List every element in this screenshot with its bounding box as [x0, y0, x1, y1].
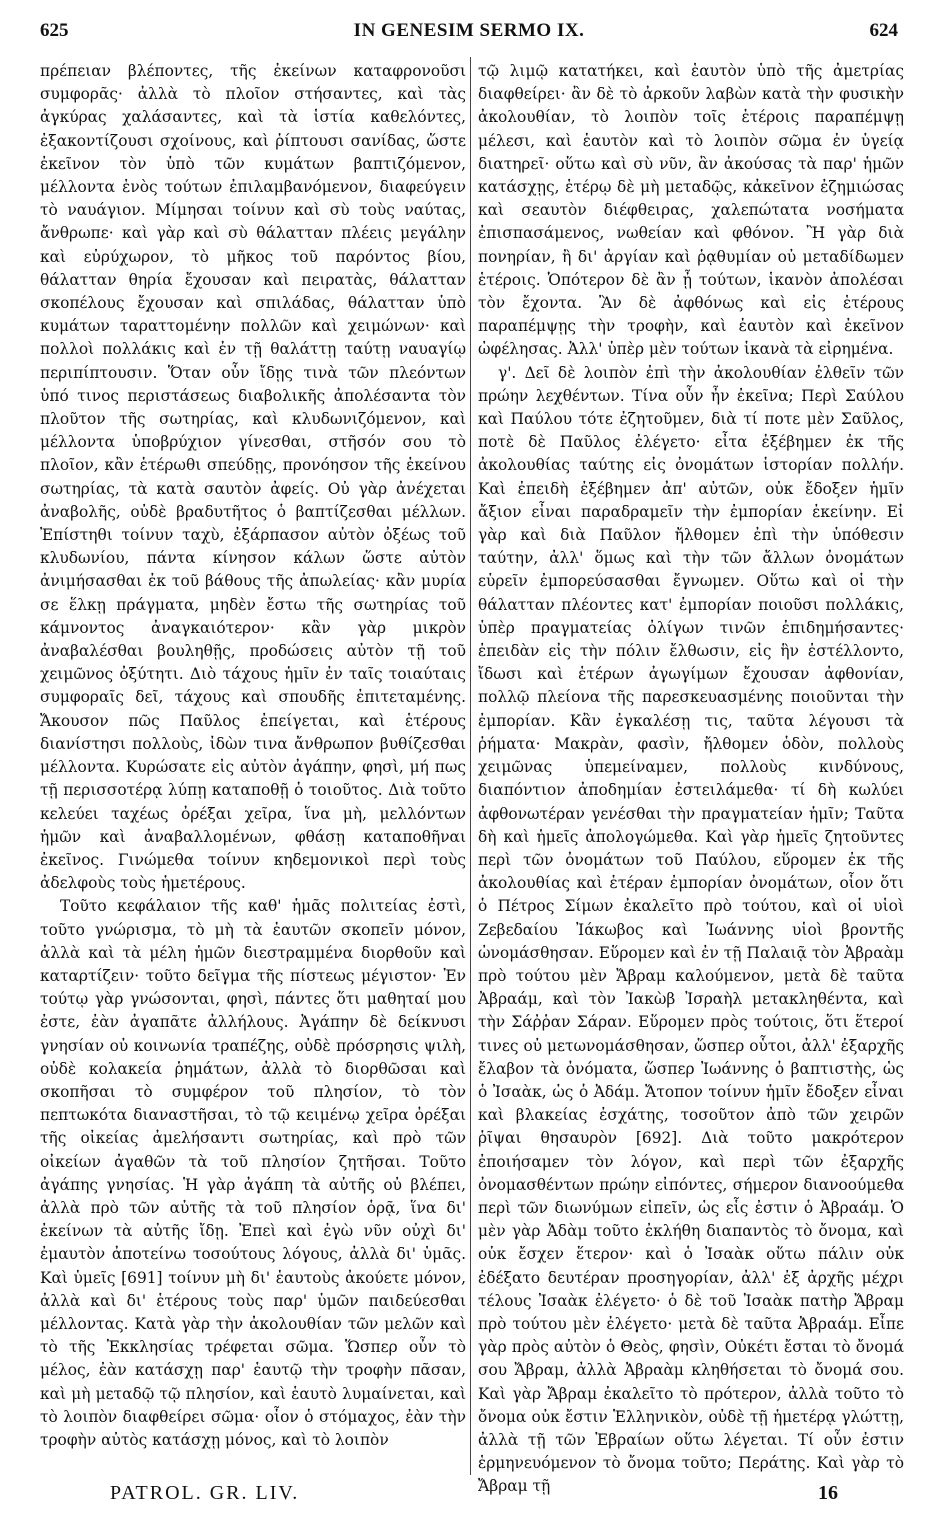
page-footer [40, 1482, 898, 1514]
column-divider [470, 57, 471, 1475]
left-paragraph-2: Τοῦτο κεφάλαιον τῆς καθ' ἡμᾶς πολιτείας ἐστὶ, τοῦτο γνώρισμα, τὸ μὴ τὰ ἑαυτῶν σκοπεῖν μόνον, ἀλλὰ καὶ τὰ μέλη ἡμῶν διεστραμμένα διορθοῦν καὶ καταρτίζειν· τοῦτο δεῖγμα τῆς πίστεως μέγιστον· Ἐν τούτῳ γὰρ γνώσονται, φησὶ, πάντες ὅτι μαθηταί μου ἐστε, ἐὰν ἀγαπᾶτε ἀλλήλους. Ἀγάπην δὲ δείκνυσι γνησίαν οὐ κοινωνία τραπέζης, οὐδὲ πρόσρησις ψιλὴ, οὐδὲ κολακεία ῥημάτων, ἀλλὰ τὸ διορθῶσαι καὶ σκοπῆσαι τὸ συμφέρον τοῦ πλησίον, τὸ τὸν πεπτωκότα διαναστῆσαι, τὸ τῷ κειμένῳ χεῖρα ὀρέξαι τῆς οἰκείας ἀμελήσαντι σωτηρίας, καὶ πρὸ τῶν οἰκείων ἀγαθῶν τὰ τοῦ πλησίον ζητῆσαι. Τοῦτο ἀγάπης γνησίας. Ἡ γὰρ ἀγάπη τὰ αὐτῆς οὐ βλέπει, ἀλλὰ πρὸ τῶν αὐτῆς τὰ τοῦ πλησίον ὁρᾷ, ἵνα δι' ἐκείνων τὰ αὐτῆς ἴδῃ. Ἐπεὶ καὶ ἐγὼ νῦν οὐχὶ δι' ἐμαυτὸν ἀποτείνω τοσούτους λόγους, ἀλλὰ δι' ὑμᾶς. Καὶ ὑμεῖς [691] τοίνυν μὴ δι' ἑαυτοὺς ἀκούετε μόνον, ἀλλὰ καὶ δι' ἑτέρους τοὺς παρ' ὑμῶν παιδεύεσθαι μέλλοντας. Κατὰ γὰρ τὴν ἀκολουθίαν τῶν μελῶν καὶ τὸ τῆς Ἐκκλησίας τρέφεται σῶμα. Ὥσπερ οὖν τὸ μέλος, ἐὰν κατάσχῃ παρ' ἑαυτῷ τὴν τροφὴν πᾶσαν, καὶ μὴ μεταδῷ τῷ πλησίον, καὶ ἑαυτὸ λυμαίνεται, καὶ τὸ λοιπὸν διαφθείρει σῶμα· οἷον ὁ στόμαχος, ἐὰν τὴν τροφὴν αὐτὸς κατάσχῃ μόνος, καὶ τὸ λοιπὸν [40, 897, 466, 1449]
right-paragraph-1: τῷ λιμῷ κατατήκει, καὶ ἑαυτὸν ὑπὸ τῆς ἀμετρίας διαφθείρει· ἂν δὲ τὸ ἀρκοῦν λαβὼν κατὰ τὴν φυσικὴν ἀκολουθίαν, τὸ λοιπὸν τοῖς ἑτέροις παραπέμψῃ μέλεσι, καὶ ἑαυτὸν καὶ τὸ λοιπὸν σῶμα ἐν ὑγείᾳ διατηρεῖ· οὕτω καὶ σὺ νῦν, ἂν ἀκούσας τὰ παρ' ἡμῶν κατάσχῃς, ἑτέρῳ δὲ μὴ μεταδῷς, κἀκεῖνον ἐζημιώσας καὶ σεαυτὸν διέφθειρας, χαλεπώτατα νοσήματα ἐπισπασάμενος, νωθείαν καὶ φθόνον. Ἢ γὰρ διὰ πονηρίαν, ἢ δι' ἀργίαν καὶ ῥᾳθυμίαν οὐ μεταδίδωμεν ἑτέροις. Ὁπότερον δὲ ἂν ᾖ τούτων, ἱκανὸν ἀπολέσαι τὸν ἔχοντα. Ἂν δὲ ἀφθόνως καὶ εἰς ἑτέρους παραπέμψῃς τὴν τροφὴν, καὶ ἑαυτὸν καὶ ἐκεῖνον ὠφέλησας. Ἀλλ' ὑπὲρ μὲν τούτων ἱκανὰ τὰ εἰρημένα. [478, 62, 904, 359]
left-paragraph-1: πρέπειαν βλέποντες, τῆς ἐκείνων καταφρονοῦσι συμφορᾶς· ἀλλὰ τὸ πλοῖον στήσαντες, καὶ τὰς ἀγκύρας χαλάσαντες, καὶ τὰ ἱστία καθελόντες, ἐξακοντίζουσι σχοίνους, καὶ ῥίπτουσι σανίδας, ὥστε ἐκεῖνον τὸν ὑπὸ τῶν κυμάτων βαπτιζόμενον, μέλλοντα ἑνὸς τούτων ἐπιλαμβανόμενον, διαφεύγειν τὸ ναυάγιον. Μίμησαι τοίνυν καὶ σὺ τοὺς ναύτας, ἄνθρωπε· καὶ γὰρ καὶ σὺ θάλατταν πλέεις μεγάλην καὶ εὐρύχωρον, τὸ μῆκος τοῦ παρόντος βίου, θάλατταν θηρία ἔχουσαν καὶ πειρατὰς, θάλατταν σκοπέλους ἔχουσαν καὶ σπιλάδας, θάλατταν ὑπὸ κυμάτων ταραττομένην πολλῶν καὶ χειμώνων· καὶ πολλοὶ πολλάκις καὶ ἐν τῇ θαλάττῃ ταύτῃ ναυαγίῳ περιπίπτουσιν. Ὅταν οὖν ἴδῃς τινὰ τῶν πλεόντων ὑπό τινος περιστάσεως διαβολικῆς ἀπολέσαντα τὸν πλοῦτον τῆς σωτηρίας, καὶ κλυδωνιζόμενον, καὶ μέλλοντα ὑποβρύχιον γίνεσθαι, στῆσόν σου τὸ πλοῖον, κἂν ἑτέρωθι σπεύδῃς, προνόησον τῆς ἐκείνου σωτηρίας, τὰ κατὰ σαυτὸν ἀφείς. Οὐ γὰρ ἀνέχεται ἀναβολῆς, οὐδὲ βραδυτῆτος ὁ βαπτίζεσθαι μέλλων. Ἐπίστηθι τοίνυν ταχὺ, ἐξάρπασον αὐτὸν ὀξέως τοῦ κλυδωνίου, πάντα κίνησον κάλων ὥστε αὐτὸν ἀνιμήσασθαι ἐκ τοῦ βάθους τῆς ἀπωλείας· κἂν μυρία σε ἕλκῃ πράγματα, μηδὲν ἔστω τῆς σωτηρίας τοῦ κάμνοντος ἀναγκαιότερον· κἂν γὰρ μικρὸν ἀναβαλέσθαι βουληθῇς, προδώσεις αὐτὸν τῇ τοῦ χειμῶνος ὀξύτητι. Διὸ τάχους ἡμῖν ἐν ταῖς τοιαύταις συμφοραῖς δεῖ, τάχους καὶ σπουδῆς ἐπιτεταμένης. Ἄκουσον πῶς Παῦλος ἐπείγεται, καὶ ἑτέρους διανίστησι πολλοὺς, ἰδὼν τινα ἄνθρωπον βυθίζεσθαι μέλλοντα. Κυρώσατε εἰς αὐτὸν ἀγάπην, φησὶ, μή πως τῇ περισσοτέρᾳ λύπῃ καταποθῇ ὁ τοιοῦτος. Διὰ τοῦτο κελεύει ταχέως ὀρέξαι χεῖρα, ἵνα μὴ, μελλόντων ἡμῶν καὶ ἀναβαλλομένων, φθάσῃ καταποθῆναι ἐκεῖνος. Γινώμεθα τοίνυν κηδεμονικοὶ περὶ τοὺς ἀδελφοὺς τοὺς ἡμετέρους. [40, 62, 466, 893]
series-label: PATROL. GR. LIV. [110, 1482, 300, 1504]
right-paragraph-2: γ'. Δεῖ δὲ λοιπὸν ἐπὶ τὴν ἀκολουθίαν ἐλθεῖν τῶν πρώην λεχθέντων. Τίνα οὖν ἦν ἐκεῖνα; Περὶ Σαύλου καὶ Παύλου τότε ἐζητοῦμεν, διὰ τί ποτε μὲν Σαῦλος, ποτὲ δὲ Παῦλος ἐλέγετο· εἶτα ἐξέβημεν ἐκ τῆς ἀκολουθίας ταύτης εἰς ὀνομάτων ἱστορίαν πολλήν. Καὶ ἐπειδὴ ἐξέβημεν ἀπ' αὐτῶν, οὐκ ἔδοξεν ἡμῖν ἄξιον εἶναι παραδραμεῖν τὴν ἐμπορίαν ἐκείνην. Εἰ γὰρ καὶ διὰ Παῦλον ἤλθομεν ἐπὶ τὴν ὑπόθεσιν ταύτην, ἀλλ' ὅμως καὶ τὴν τῶν ἄλλων ὀνομάτων εὑρεῖν ἐμπορεύσασθαι ἔγνωμεν. Οὕτω καὶ οἱ τὴν θάλατταν πλέοντες κατ' ἐμπορίαν ποιοῦσι πολλάκις, ὑπὲρ πραγματείας ὀλίγων τινῶν ἐπιδημήσαντες· ἐπειδὰν εἰς τὴν πόλιν ἔλθωσιν, εἰς ἣν ἐστέλλοντο, ἴδωσι καὶ ἑτέρων ἀγωγίμων ἔχουσαν ἀφθονίαν, πολλῷ πλείονα τῆς παρεσκευασμένης ποιοῦνται τὴν ἐμπορίαν. Κἂν ἐγκαλέσῃ τις, ταῦτα λέγουσι τὰ ῥήματα· Μακρὰν, φασὶν, ἤλθομεν ὁδὸν, πολλοὺς χειμῶνας ὑπεμείναμεν, πολλοὺς κινδύνους, διαπόντιον ἀποδημίαν ἐστειλάμεθα· τί δὴ κωλύει ἀφθονωτέραν γενέσθαι τὴν πραγματείαν ἡμῖν; Ταῦτα δὴ καὶ ἡμεῖς ἀπολογώμεθα. Καὶ γὰρ ἡμεῖς ζητοῦντες περὶ τῶν ὀνομάτων τοῦ Παύλου, εὕρομεν ἐκ τῆς ἀκολουθίας καὶ ἑτέραν ἐμπορίαν ὀνομάτων, οἷον ὅτι ὁ Πέτρος Σίμων ἐκαλεῖτο πρὸ τούτου, καὶ οἱ υἱοὶ Ζεβεδαίου Ἰάκωβος καὶ Ἰωάννης υἱοὶ βροντῆς ὠνομάσθησαν. Εὕρομεν καὶ ἐν τῇ Παλαιᾷ τὸν Ἀβραὰμ πρὸ τούτου μὲν Ἄβραμ καλούμενον, μετὰ δὲ ταῦτα Ἀβραάμ, καὶ τὸν Ἰακὼβ Ἰσραὴλ μετακληθέντα, καὶ τὴν Σάῤῥαν Σάραν. Εὕρομεν πρὸς τούτοις, ὅτι ἕτεροί τινες οὐ μετωνομάσθησαν, ὥσπερ οὗτοι, ἀλλ' ἐξαρχῆς ἔλαβον τὰ ὀνόματα, ὥσπερ Ἰωάννης ὁ βαπτιστὴς, ὡς ὁ Ἰσαὰκ, ὡς ὁ Ἀδάμ. Ἄτοπον τοίνυν ἡμῖν ἔδοξεν εἶναι καὶ βλακείας ἐσχάτης, τοσοῦτον ἀπὸ τῶν χειρῶν ῥῖψαι θησαυρὸν [692]. Διὰ τοῦτο μακρότερον ἐποιήσαμεν τὸν λόγον, καὶ περὶ τῶν ἐξαρχῆς ὀνομασθέντων πρώην εἰπόντες, σήμερον διανοούμεθα περὶ τῶν διωνύμων εἰπεῖν, ὡς εἷς ἐστιν ὁ Ἀβραάμ. Ὁ μὲν γὰρ Ἀδὰμ τοῦτο ἐκλήθη διαπαντὸς τὸ ὄνομα, καὶ οὐκ ἔσχεν ἕτερον· καὶ ὁ Ἰσαὰκ οὕτω πάλιν οὐκ ἐδέξατο δευτέραν προσηγορίαν, ἀλλ' ἐξ ἀρχῆς μέχρι τέλους Ἰσαὰκ ἐλέγετο· ὁ δὲ τοῦ Ἰσαὰκ πατὴρ Ἄβραμ πρὸ τούτου μὲν ἐλέγετο· μετὰ δὲ ταῦτα Ἀβραάμ. Εἶπε γὰρ πρὸς αὐτὸν ὁ Θεὸς, φησὶν, Οὐκέτι ἔσται τὸ ὄνομά σου Ἄβραμ, ἀλλὰ Ἀβραὰμ κληθήσεται τὸ ὄνομά σου. Καὶ γὰρ Ἄβραμ ἐκαλεῖτο τὸ πρότερον, ἀλλὰ τοῦτο τὸ ὄνομα οὐκ ἔστιν Ἑλληνικὸν, οὐδὲ τῇ ἡμετέρᾳ γλώττῃ, ἀλλὰ τῇ τῶν Ἑβραίων οὕτω λέγεται. Τί οὖν ἐστιν ἑρμηνευόμενον τὸ ὄνομα τοῦτο; Περάτης. Καὶ γὰρ τὸ Ἄβραμ τῇ [478, 363, 904, 1496]
page-number-right: 624 [869, 20, 898, 41]
page-header [40, 20, 898, 48]
left-column [40, 60, 466, 1472]
running-title: IN GENESIM SERMO IX. [353, 20, 585, 41]
page-number-left: 625 [40, 20, 69, 41]
signature-mark: 16 [818, 1482, 838, 1504]
